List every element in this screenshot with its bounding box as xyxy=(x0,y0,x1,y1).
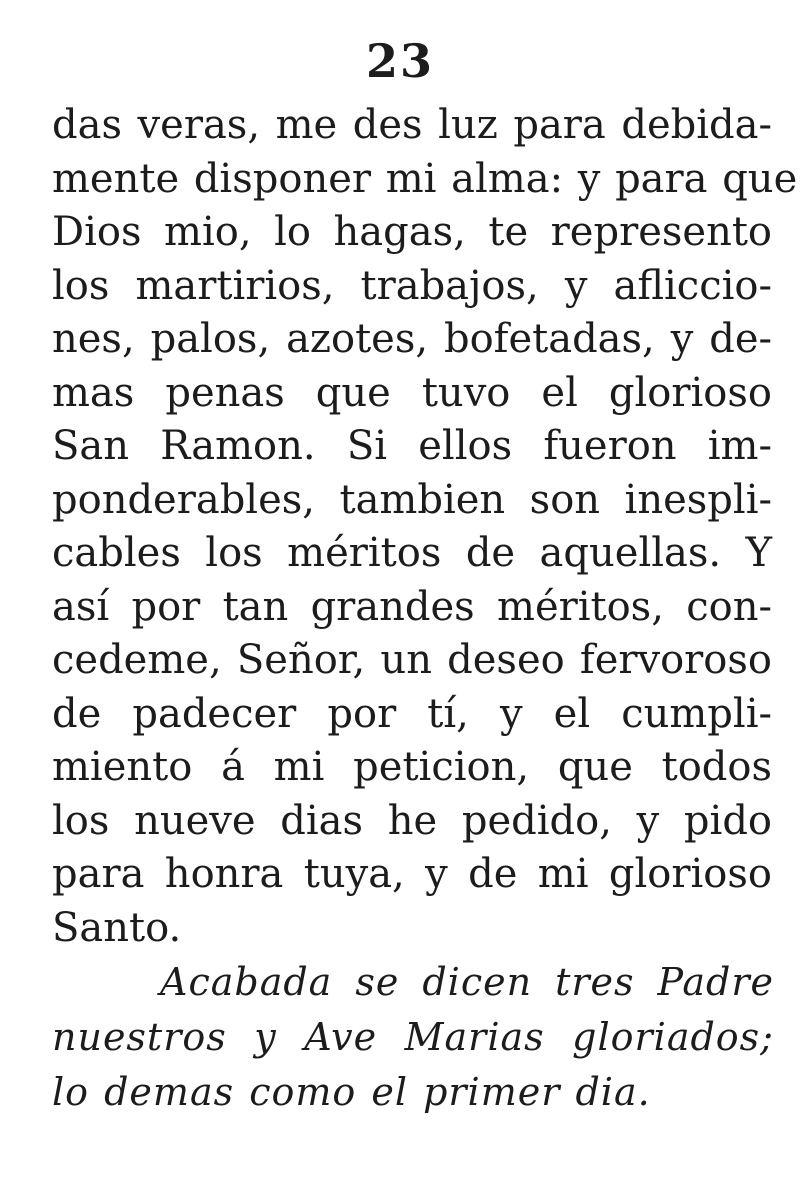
prayer-paragraph xyxy=(52,99,798,955)
text-line: cables los méritos de aquellas. Y xyxy=(52,530,772,576)
rubric-line: nuestros y Ave Marias gloriados; xyxy=(52,1015,774,1059)
text-line: Santo. xyxy=(52,904,182,951)
text-line: para honra tuya, y de mi glorioso xyxy=(52,851,772,897)
text-line: nes, palos, azotes, bofetadas, y de- xyxy=(52,316,772,362)
text-line: Dios mio, lo hagas, te represento xyxy=(52,209,772,255)
text-line: de padecer por tí, y el cumpli- xyxy=(52,690,772,737)
text-line: ponderables, tambien son inespli- xyxy=(52,476,772,523)
page-number: 23 xyxy=(365,34,434,88)
text-line: cedeme, Señor, un deseo fervoroso xyxy=(52,637,772,683)
rubric-line: Acabada se dicen tres Padre xyxy=(160,960,774,1004)
rubric-line: lo demas como el primer dia. xyxy=(52,1070,651,1114)
text-line: así por tan grandes méritos, con- xyxy=(52,583,772,630)
text-line: San Ramon. Si ellos fueron im- xyxy=(52,423,772,469)
text-line: mente disponer mi alma: y para que xyxy=(52,155,798,202)
rubric-instruction xyxy=(52,955,774,1120)
text-line: los nueve dias he pedido, y pido xyxy=(52,797,772,844)
text-line: miento á mi peticion, que todos xyxy=(52,744,772,790)
text-line: los martirios, trabajos, y afliccio- xyxy=(52,262,772,309)
text-line: das veras, me des luz para debida- xyxy=(52,102,772,148)
text-line: mas penas que tuvo el glorioso xyxy=(52,369,772,416)
